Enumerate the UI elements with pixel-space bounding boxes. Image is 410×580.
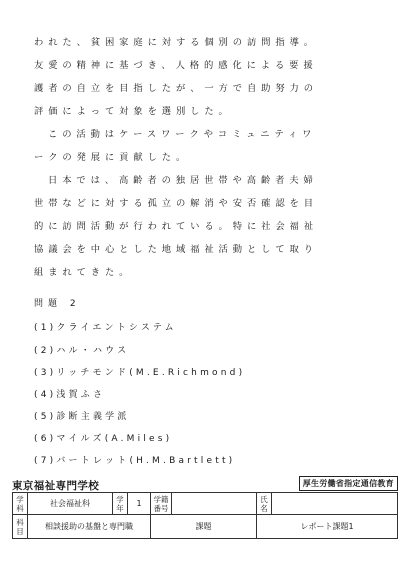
student-no-value <box>172 493 257 515</box>
name-label: 氏名 <box>257 493 272 515</box>
body-line-5: この活動はケースワークやコミュニティワ <box>48 129 317 140</box>
subject-label: 科目 <box>13 515 28 539</box>
body-line-6: ークの発展に貢献した。 <box>34 152 191 163</box>
body-line-1: われた、貧困家庭に対する個別の訪問指導。 <box>34 37 318 48</box>
answer-7: (7)バートレット(H.M.Bartlett) <box>34 456 236 466</box>
body-line-3: 護者の自立を目指したが、一方で自助努力の <box>34 83 318 94</box>
answer-1: (1)クライエントシステム <box>34 323 177 333</box>
year-label: 学年 <box>113 493 128 515</box>
body-line-8: 世帯などに対する孤立の解消や安否確認を目 <box>34 198 318 209</box>
body-line-9: 的に訪問活動が行われている。特に社会福祉 <box>34 221 318 232</box>
year-value: 1 <box>128 493 151 515</box>
report-header-form <box>12 492 398 539</box>
answer-4: (4)浅賀ふさ <box>34 390 106 400</box>
body-line-11: 組まれてきた。 <box>34 267 134 278</box>
task-label: 課題 <box>151 515 257 539</box>
answer-5: (5)診断主義学派 <box>34 412 130 422</box>
dept-label: 学科 <box>13 493 28 515</box>
dept-value: 社会福祉科 <box>28 493 113 515</box>
subject-value: 相談援助の基盤と専門職 <box>28 515 151 539</box>
body-line-10: 協議会を中心とした地域福祉活動として取り <box>34 244 318 255</box>
body-line-2: 友愛の精神に基づき、人格的感化による要援 <box>34 60 318 71</box>
student-no-label: 学籍番号 <box>151 493 172 515</box>
answer-2: (2)ハル・ハウス <box>34 346 130 356</box>
answer-3: (3)リッチモンド(M.E.Richmond) <box>34 368 246 378</box>
school-name: 東京福祉専門学校 <box>12 480 100 492</box>
name-value <box>272 493 398 515</box>
question-heading: 問題 2 <box>34 299 81 309</box>
body-line-4: 評価によって対象を選別した。 <box>34 106 233 117</box>
accreditation-stamp: 厚生労働省指定通信教育 <box>299 476 398 491</box>
task-value: レポート課題1 <box>257 515 398 539</box>
body-line-7: 日本では、高齢者の独居世帯や高齢者夫婦 <box>48 175 318 186</box>
answer-6: (6)マイルズ(A.Miles) <box>34 434 173 444</box>
